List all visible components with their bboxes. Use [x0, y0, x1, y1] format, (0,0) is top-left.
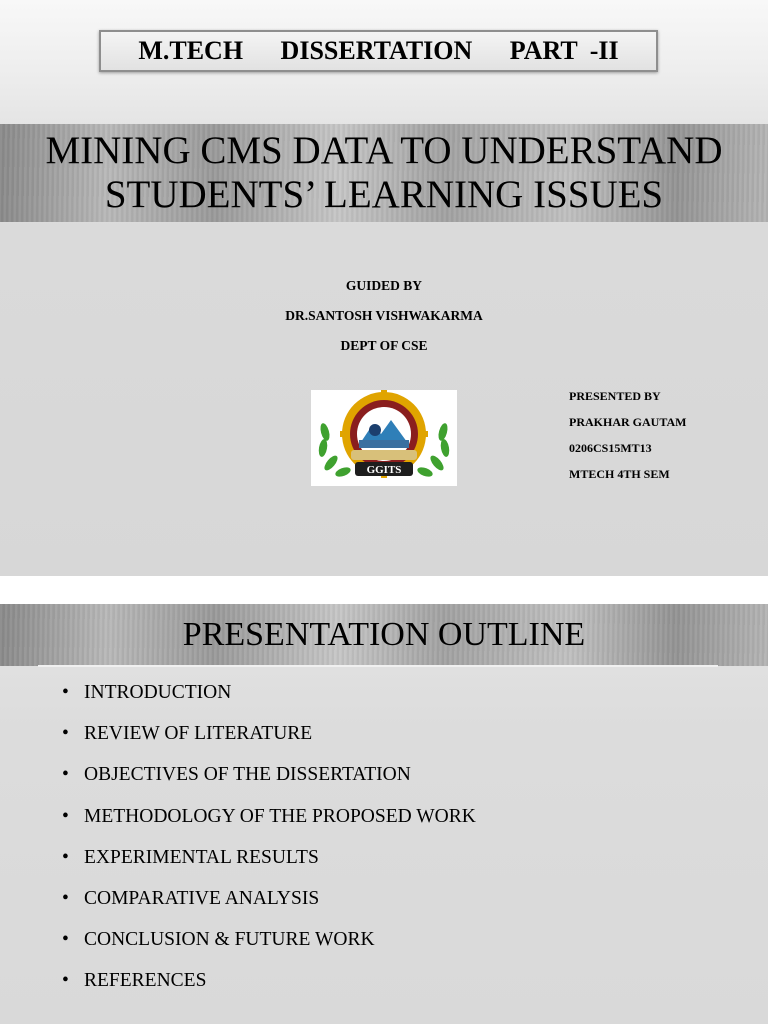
- guide-name: DR.SANTOSH VISHWAKARMA: [285, 308, 483, 323]
- bullet-icon: •: [62, 970, 69, 992]
- list-item: [62, 847, 476, 888]
- list-item-label: METHODOLOGY OF THE PROPOSED WORK: [84, 805, 476, 827]
- list-item: [62, 888, 476, 929]
- presented-by-label: PRESENTED BY: [569, 389, 661, 403]
- list-item: [62, 682, 476, 723]
- bullet-icon: •: [62, 723, 69, 745]
- logo-text: GGITS: [366, 464, 402, 476]
- guided-by-label: GUIDED BY: [345, 278, 423, 293]
- presenter-roll-number: 0206CS15MT13: [569, 441, 652, 455]
- bullet-icon: •: [62, 846, 69, 868]
- title-line-2: STUDENTS’ LEARNING ISSUES: [104, 173, 664, 216]
- outline-band: [0, 604, 768, 666]
- list-item: [62, 970, 476, 1011]
- band-divider: [38, 665, 718, 667]
- institute-logo: [311, 390, 457, 486]
- list-item-label: REFERENCES: [84, 970, 207, 992]
- slide-gap: [0, 576, 768, 604]
- outline-title: PRESENTATION OUTLINE: [182, 616, 586, 653]
- presenter-semester: MTECH 4TH SEM: [569, 467, 670, 481]
- outline-slide: [0, 604, 768, 1024]
- list-item-label: CONCLUSION & FUTURE WORK: [84, 929, 375, 951]
- bullet-icon: •: [62, 929, 69, 951]
- list-item-label: INTRODUCTION: [84, 682, 232, 703]
- bullet-icon: •: [62, 764, 69, 786]
- list-item-label: COMPARATIVE ANALYSIS: [84, 887, 320, 909]
- list-item-label: EXPERIMENTAL RESULTS: [84, 846, 319, 868]
- institute-seal-icon: [311, 390, 457, 486]
- list-item-label: REVIEW OF LITERATURE: [84, 723, 313, 745]
- dissertation-header: M.TECH DISSERTATION PART -II: [99, 30, 658, 72]
- dissertation-title: [0, 124, 768, 222]
- list-item: [62, 806, 476, 847]
- bullet-icon: •: [62, 887, 69, 909]
- list-item: [62, 764, 476, 805]
- title-band: [0, 124, 768, 222]
- list-item: [62, 723, 476, 764]
- bullet-icon: •: [62, 682, 69, 703]
- guide-department: DEPT OF CSE: [340, 338, 428, 353]
- outline-list: [62, 682, 476, 1012]
- presenter-name: PRAKHAR GAUTAM: [569, 415, 687, 429]
- list-item-label: OBJECTIVES OF THE DISSERTATION: [84, 764, 411, 786]
- title-line-1: MINING CMS DATA TO UNDERSTAND: [45, 129, 723, 172]
- bullet-icon: •: [62, 805, 69, 827]
- list-item: [62, 929, 476, 970]
